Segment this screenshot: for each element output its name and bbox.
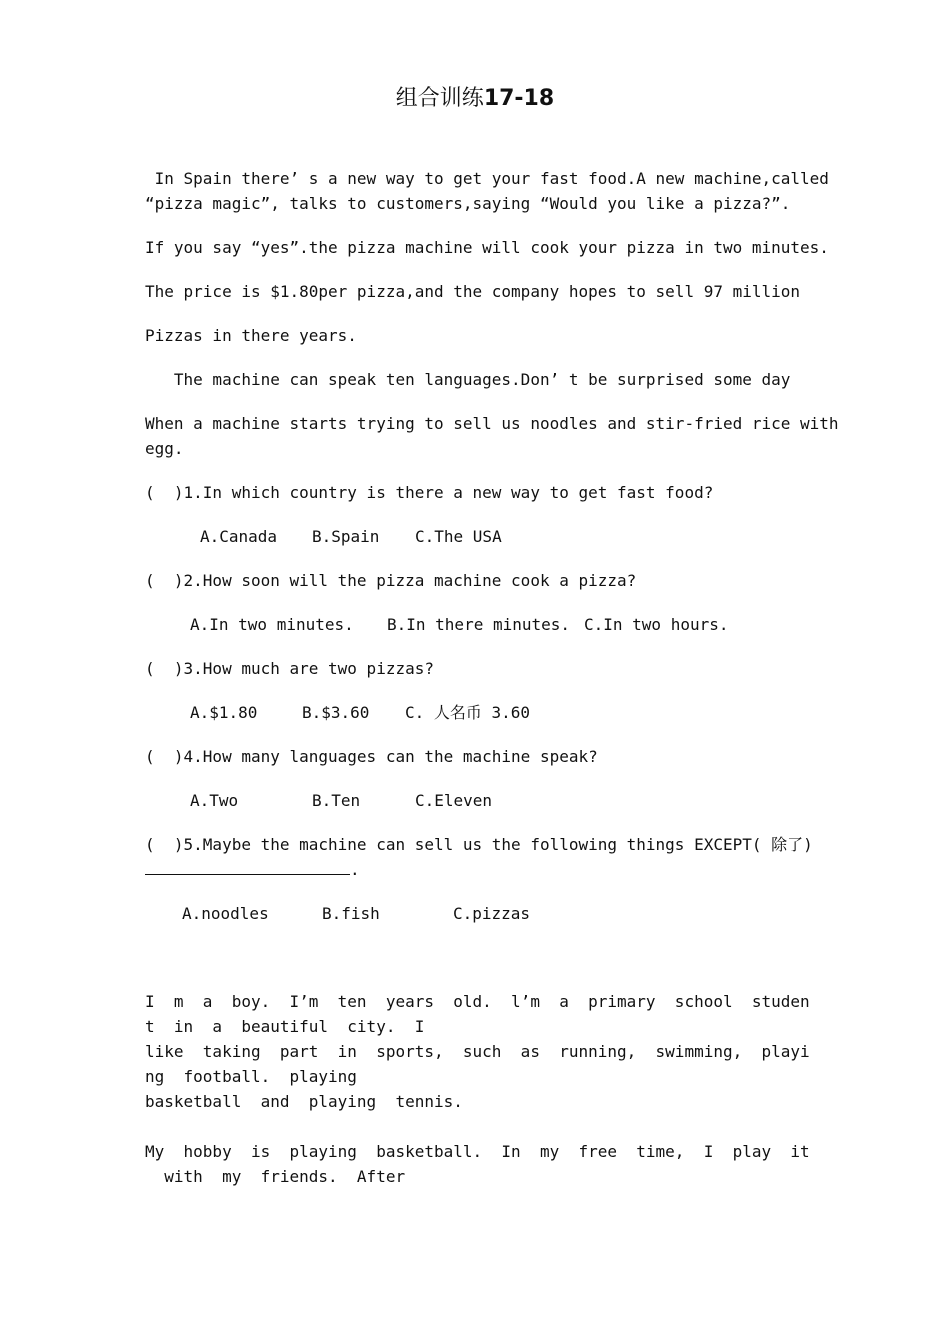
passage1-line: “pizza magic”, talks to customers,saying “Would you like a pizza?”. <box>145 194 791 213</box>
question-option: B.$3.60 <box>302 703 370 722</box>
answer-blank-line <box>145 858 360 882</box>
passage2-line: My hobby is playing basketball. In my free time, I play it <box>145 1142 810 1161</box>
passage2-line: t in a beautiful city. I <box>145 1017 425 1036</box>
passage1-line: Pizzas in there years. <box>145 326 357 345</box>
question-option: A.Canada <box>200 527 278 546</box>
question-option: C. 人名币 3.60 <box>405 703 531 722</box>
question-option: B.In there minutes. <box>387 615 571 634</box>
passage2-line: basketball and playing tennis. <box>145 1092 463 1111</box>
passage2-line: like taking part in sports, such as running, swimming, playi <box>145 1042 810 1061</box>
answer-blank[interactable] <box>145 858 350 875</box>
question-option: B.Spain <box>312 527 380 546</box>
passage1-line: The price is $1.80per pizza,and the company hopes to sell 97 million <box>145 282 801 301</box>
question-option: B.Ten <box>312 791 361 810</box>
question-option: A.$1.80 <box>190 703 258 722</box>
title-chinese: 组合训练 <box>395 86 484 111</box>
question-stem: ( )3.How much are two pizzas? <box>145 659 434 678</box>
question-stem: ( )1.In which country is there a new way to get fast food? <box>145 483 714 502</box>
question-option: A.Two <box>190 791 239 810</box>
question-option: B.fish <box>322 904 380 923</box>
question-stem: ( )5.Maybe the machine can sell us the following things EXCEPT( 除了) <box>145 835 813 854</box>
passage1-line: egg. <box>145 439 184 458</box>
question-option: C.pizzas <box>453 904 531 923</box>
question-option: C.In two hours. <box>584 615 729 634</box>
passage2-line: with my friends. After <box>145 1167 406 1186</box>
question-stem: ( )4.How many languages can the machine speak? <box>145 747 598 766</box>
blank-period: . <box>350 860 360 879</box>
passage1-line: The machine can speak ten languages.Don’ t be surprised some day <box>145 370 791 389</box>
page-title <box>0 82 950 116</box>
passage1-line: In Spain there’ s a new way to get your fast food.A new machine,called <box>145 169 829 188</box>
question-option: A.In two minutes. <box>190 615 354 634</box>
passage2-line: I m a boy. I’m ten years old. l’m a primary school studen <box>145 992 810 1011</box>
question-option: C.The USA <box>415 527 502 546</box>
question-option: C.Eleven <box>415 791 493 810</box>
passage1-line: When a machine starts trying to sell us noodles and stir-fried rice with <box>145 414 839 433</box>
question-option: A.noodles <box>182 904 269 923</box>
passage1-line: If you say “yes”.the pizza machine will cook your pizza in two minutes. <box>145 238 829 257</box>
question-stem: ( )2.How soon will the pizza machine cook a pizza? <box>145 571 637 590</box>
passage2-line: ng football. playing <box>145 1067 357 1086</box>
title-number: 17-18 <box>483 86 555 111</box>
